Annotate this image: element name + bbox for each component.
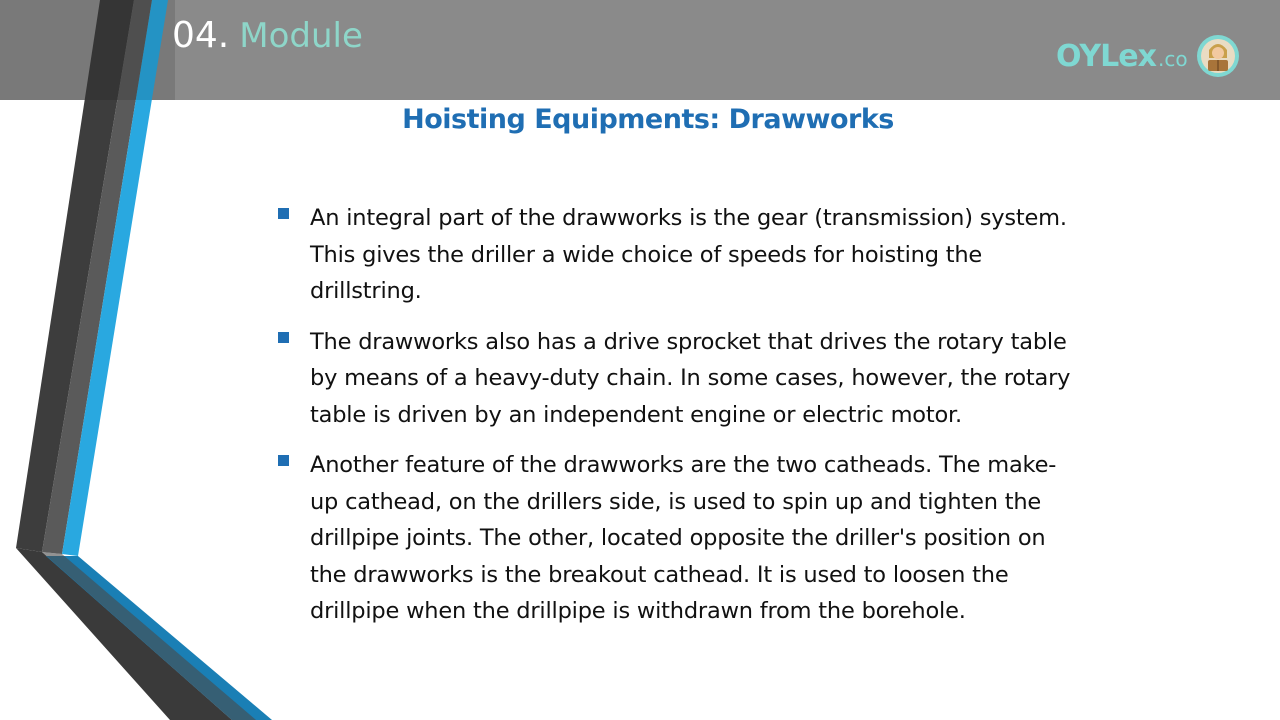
stripe-grey-lower bbox=[42, 552, 256, 720]
bullet-text: Another feature of the drawworks are the two catheads. The make-up cathead, on the drillers side, is used to spin up and tighten the drillpipe joints. The other, located opposite the driller's position on the drawworks is the breakout cathead. It is used to loosen the drillpipe when the drillpipe is withdrawn from the borehole. bbox=[310, 452, 1057, 624]
module-heading bbox=[172, 12, 363, 60]
square-bullet-icon bbox=[278, 208, 289, 219]
stripe-blue-lower bbox=[46, 556, 272, 720]
square-bullet-icon bbox=[278, 455, 289, 466]
bullet-list bbox=[278, 200, 1078, 644]
square-bullet-icon bbox=[278, 332, 289, 343]
module-number: 04. bbox=[172, 15, 230, 56]
reading-person-avatar-icon bbox=[1196, 34, 1240, 78]
bullet-text: The drawworks also has a drive sprocket that drives the rotary table by means of a heavy-duty chain. In some cases, however, the rotary table is driven by an independent engine or electric motor. bbox=[310, 328, 1071, 428]
module-title: Module bbox=[239, 16, 363, 56]
logo-suffix: .co bbox=[1157, 47, 1188, 71]
bullet-item bbox=[278, 447, 1078, 630]
stripe-dark-lower bbox=[16, 548, 232, 720]
bullet-item bbox=[278, 324, 1078, 434]
bullet-item bbox=[278, 200, 1078, 310]
slide-title: Hoisting Equipments: Drawworks bbox=[402, 104, 894, 135]
logo-text: OYLex bbox=[1056, 38, 1156, 74]
bullet-text: An integral part of the drawworks is the gear (transmission) system. This gives the driller a wide choice of speeds for hoisting the drillstring. bbox=[310, 205, 1067, 304]
brand-logo bbox=[1056, 32, 1240, 80]
